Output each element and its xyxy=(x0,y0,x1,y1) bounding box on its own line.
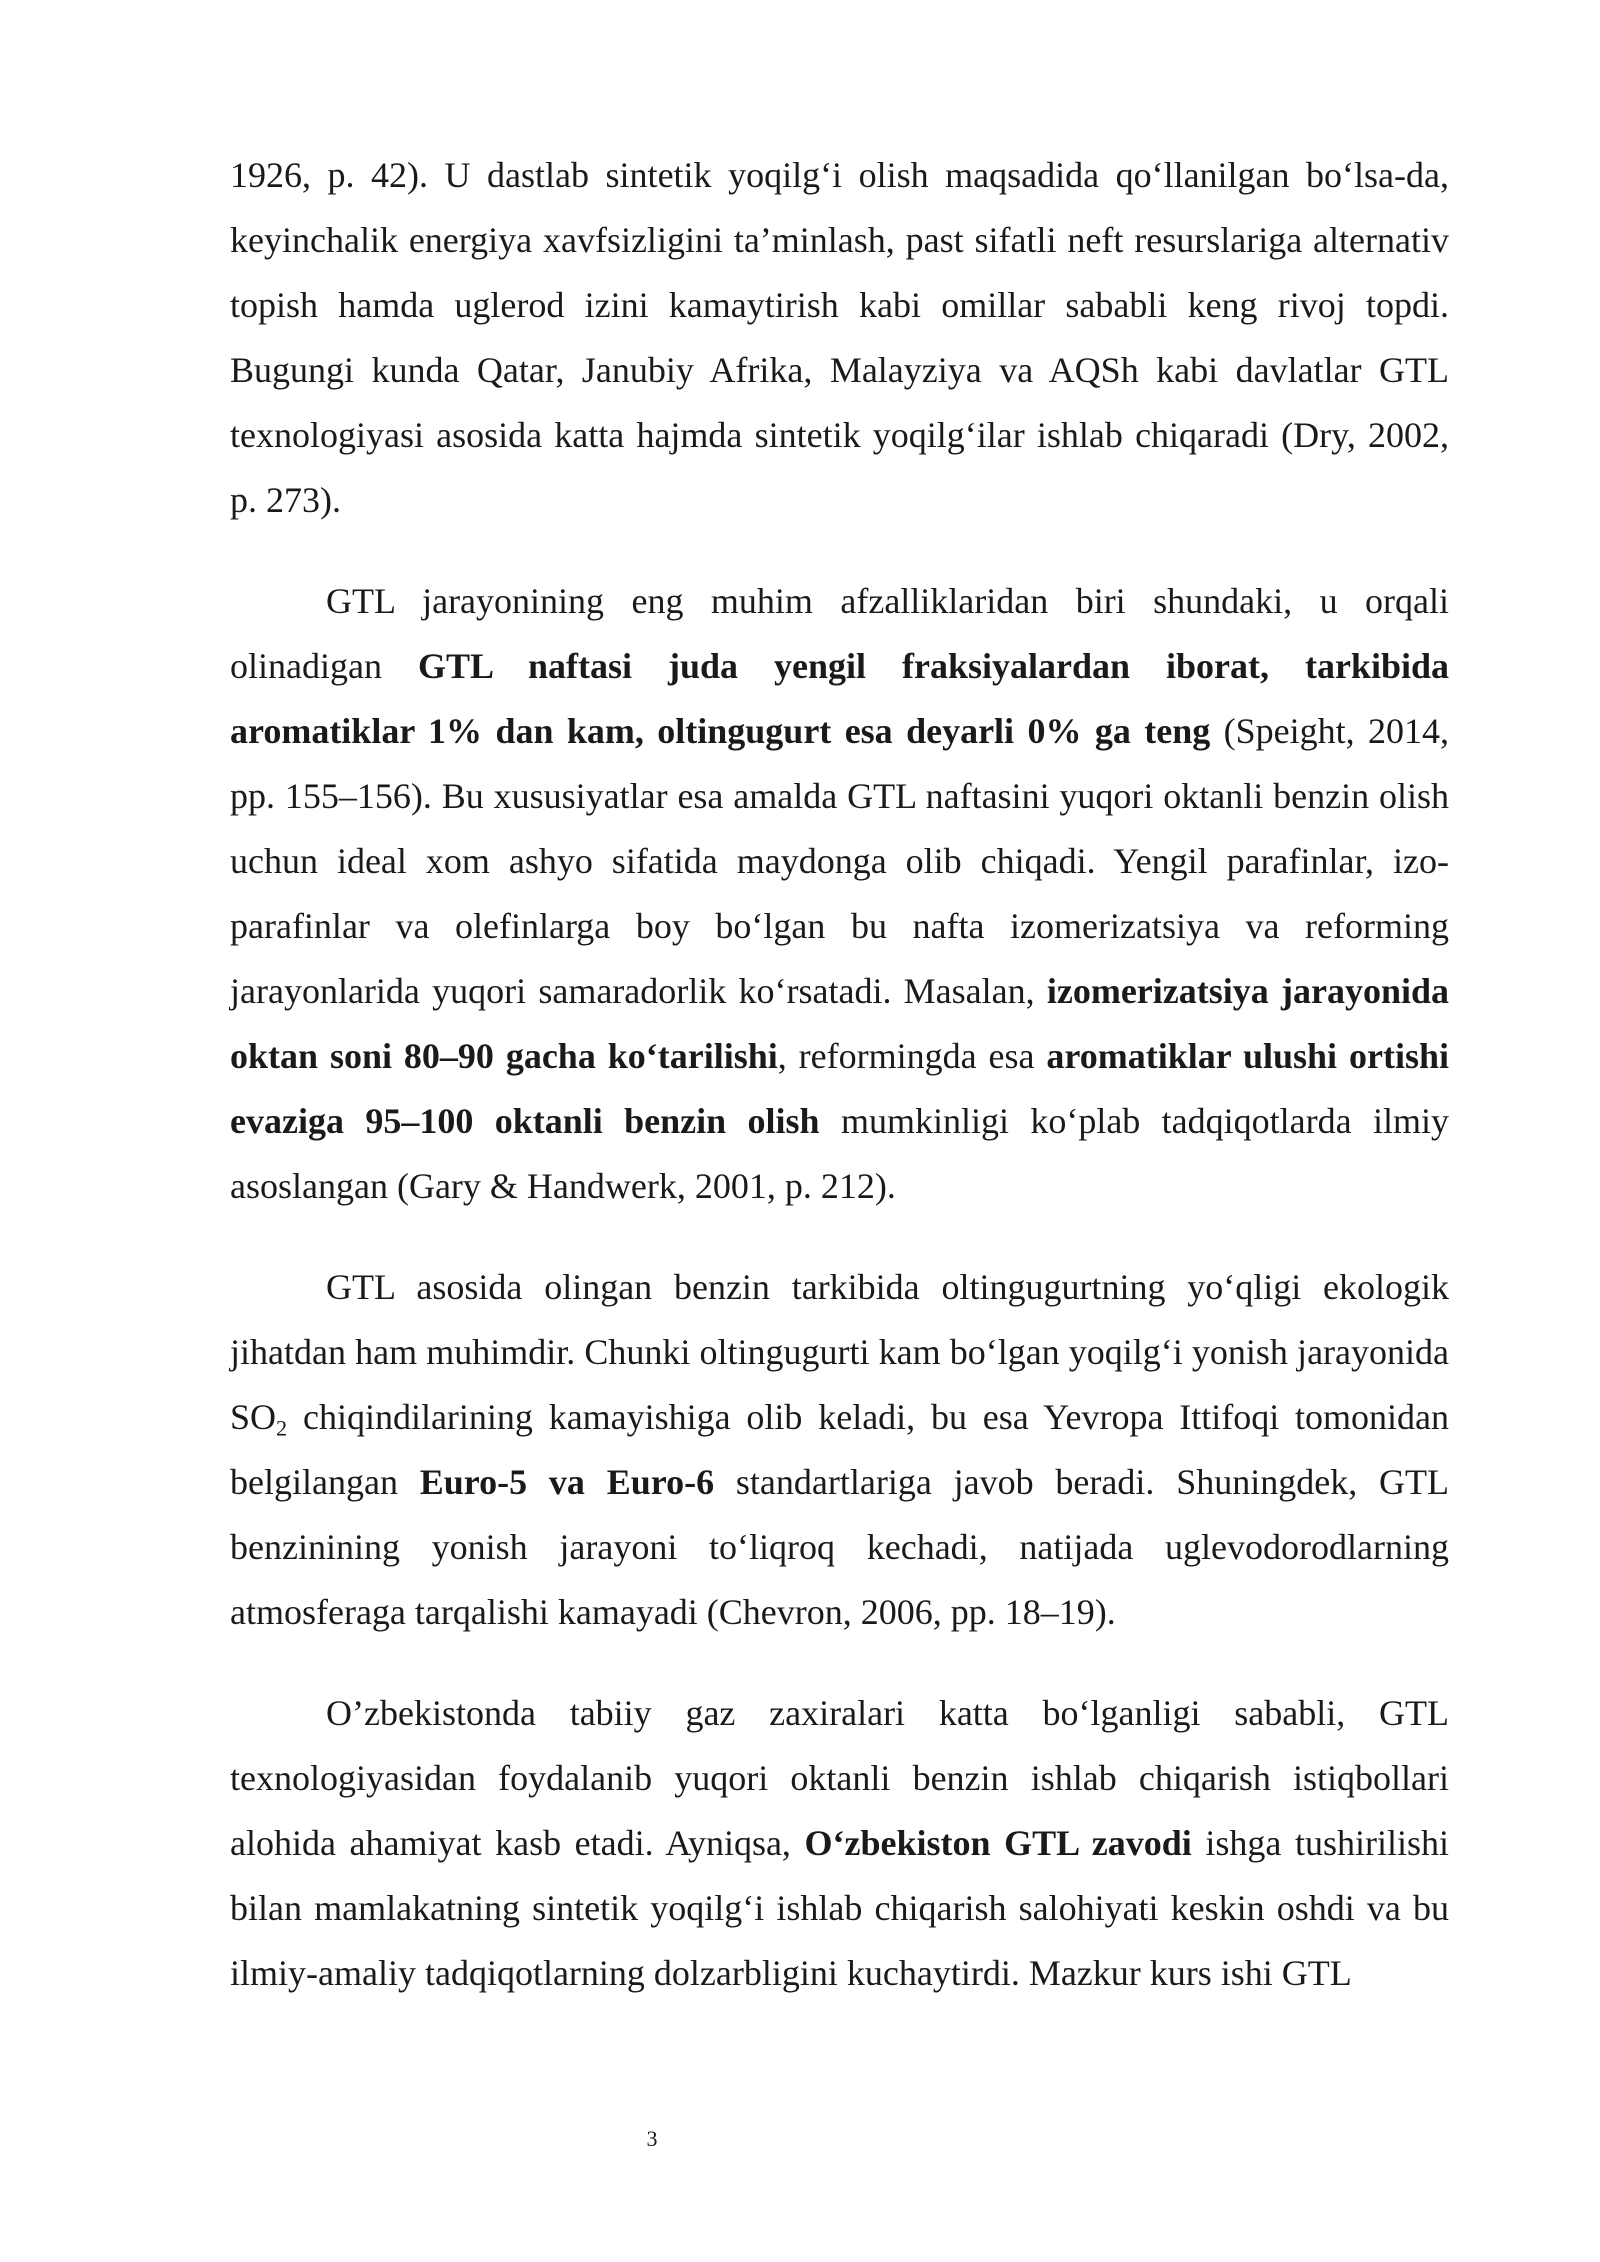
page-body xyxy=(230,143,1449,2042)
paragraph-4-text: ishga tushirilishi bilan mamlakatning sintetik yoqilg‘i ishlab chiqarish salohiyati keskin oshdi va bu ilmiy-amaliy tadqiqotlarning dolzarbligini kuchaytirdi. Mazkur kurs ishi GTL xyxy=(230,1823,1449,1993)
paragraph-2-bold-aromatiklar: aromatiklar ulushi ortishi evaziga 95–100 oktanli benzin olish xyxy=(230,1036,1449,1141)
page-number: 3 xyxy=(646,2126,658,2151)
paragraph-2-bold-izomerizatsiya: izomerizatsiya jarayonida oktan soni 80–90 gacha ko‘tarilishi xyxy=(230,971,1450,1076)
paragraph-2-text: GTL jarayonining eng muhim afzalliklaridan biri shundaki, u orqali olinadigan xyxy=(230,581,1449,686)
paragraph-1 xyxy=(230,143,1449,533)
paragraph-4-text: O’zbekistonda tabiiy gaz zaxiralari katta bo‘lganligi sababli, GTL texnologiyasidan foydalanib yuqori oktanli benzin ishlab chiqarish istiqbollari alohida ahamiyat kasb etadi. Ayniqsa, xyxy=(230,1693,1449,1863)
paragraph-3-text: standartlariga javob beradi. Shuningdek, GTL benzinining yonish jarayoni to‘liqroq kechadi, natijada uglevodorodlarning atmosferaga tarqalishi kamayadi (Chevron, 2006, pp. 18–19). xyxy=(230,1462,1449,1632)
paragraph-4-bold-gtl-zavodi: O‘zbekiston GTL zavodi xyxy=(804,1823,1192,1863)
subscript-2: 2 xyxy=(276,1415,288,1441)
paragraph-3-text: chiqindilarining kamayishiga olib keladi, bu esa Yevropa Ittifoqi tomonidan belgilangan xyxy=(230,1397,1449,1502)
paragraph-2 xyxy=(230,569,1449,1219)
paragraph-3-text: GTL asosida olingan benzin tarkibida oltingugurtning yo‘qligi ekologik jihatdan ham muhimdir. Chunki oltingugurti kam bo‘lgan yoqilg‘i yonish jarayonida SO xyxy=(230,1267,1449,1437)
paragraph-2-text: , reformingda esa xyxy=(777,1036,1047,1076)
paragraph-4 xyxy=(230,1681,1449,2006)
paragraph-2-bold-gtl-nafta: GTL naftasi juda yengil fraksiyalardan iborat, tarkibida aromatiklar 1% dan kam, oltingugurt esa deyarli 0% ga teng xyxy=(230,646,1449,751)
paragraph-2-text: mumkinligi ko‘plab tadqiqotlarda ilmiy asoslangan (Gary & Handwerk, 2001, p. 212). xyxy=(230,1101,1449,1206)
paragraph-3 xyxy=(230,1255,1449,1645)
paragraph-2-text: (Speight, 2014, pp. 155–156). Bu xususiyatlar esa amalda GTL naftasini yuqori oktanli benzin olish uchun ideal xom ashyo sifatida maydonga olib chiqadi. Yengil parafinlar, izo-parafinlar va olefinlarga boy bo‘lgan bu nafta izomerizatsiya va reforming jarayonlarida yuqori samaradorlik ko‘rsatadi. Masalan, xyxy=(230,711,1449,1011)
paragraph-3-bold-euro-standards: Euro-5 va Euro-6 xyxy=(419,1462,715,1502)
paragraph-1-text: 1926, p. 42). U dastlab sintetik yoqilg‘i olish maqsadida qo‘llanilgan bo‘lsa-da, keyinchalik energiya xavfsizligini ta’minlash, past sifatli neft resurslariga alternativ topish hamda uglerod izini kamaytirish kabi omillar sababli keng rivoj topdi. Bugungi kunda Qatar, Janubiy Afrika, Malayziya va AQSh kabi davlatlar GTL texnologiyasi asosida katta hajmda sintetik yoqilg‘ilar ishlab chiqaradi (Dry, 2002, p. 273). xyxy=(230,155,1449,520)
